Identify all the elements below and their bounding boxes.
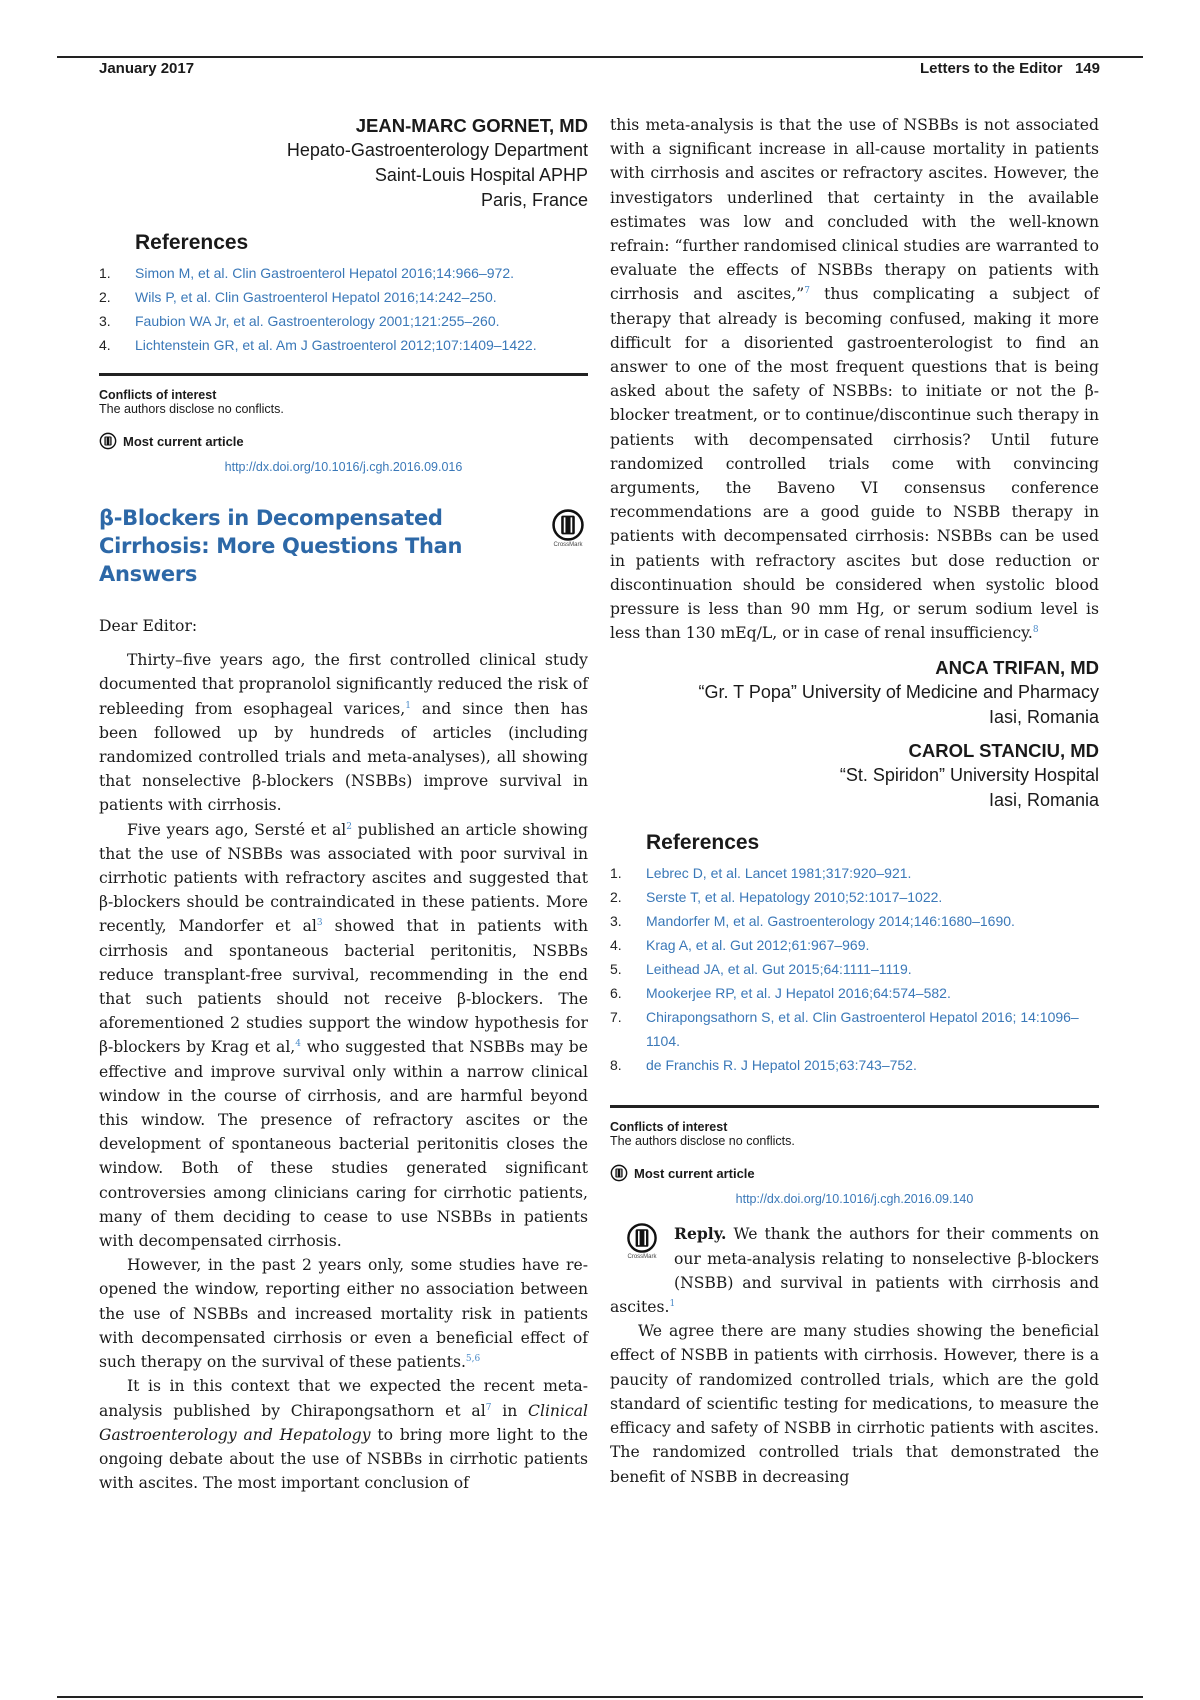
- header-section-page: Letters to the Editor 149: [919, 60, 1100, 77]
- reference-link[interactable]: Mandorfer M, et al. Gastroenterology 2014;146:1680–1690.: [646, 913, 1015, 930]
- reference-number: 5.: [610, 961, 622, 978]
- crossmark-icon: [626, 1222, 658, 1254]
- reference-number: 1.: [610, 865, 622, 882]
- signature-stanciu: [610, 738, 1099, 813]
- text-run: However, in the past 2 years only, some studies have re-opened the window, reporting either no association between the use of NSBBs and increased mortality risk in patients with decompensated cirrhosis or even a beneficial effect of such therapy on the survival of these patients.: [99, 1256, 588, 1372]
- reference-number: 1.: [99, 265, 111, 281]
- reference-link[interactable]: Simon M, et al. Clin Gastroenterol Hepatol 2016;14:966–972.: [135, 265, 515, 281]
- text-run: Thirty–five years ago, the first controlled clinical study documented that propranolol significantly reduced the risk of rebleeding from esophageal varices,: [99, 651, 588, 718]
- reference-link[interactable]: Lebrec D, et al. Lancet 1981;317:920–921.: [646, 865, 912, 882]
- body-paragraph: [99, 1253, 588, 1374]
- reference-link[interactable]: Lichtenstein GR, et al. Am J Gastroenterol 2012;107:1409–1422.: [135, 337, 537, 353]
- text-run: published an article showing that the use of NSBBs was associated with poor survival in cirrhotic patients with refractory ascites and suggested that β-blockers should be contraindicated in these patients. More recently, Mandorfer et al: [99, 820, 589, 936]
- text-run: We thank the authors for their comments on our meta-analysis relating to nonselective β-blockers (NSBB) and survival in patients with cirrhosis and ascites.: [610, 1225, 1099, 1317]
- footer-rule: [57, 1696, 1143, 1698]
- reference-item[interactable]: [99, 261, 588, 285]
- references-heading: References: [646, 831, 760, 855]
- reference-list: [99, 261, 588, 357]
- reference-item[interactable]: [610, 1005, 1099, 1053]
- conflicts-heading: Conflicts of interest: [99, 388, 217, 402]
- section-divider: [99, 373, 588, 376]
- reference-list: [610, 861, 1099, 1077]
- section-divider: [610, 1105, 1099, 1108]
- text-run: who suggested that NSBBs may be effective and improve survival only within a narrow clinical window in the course of cirrhosis, and are harmful beyond this window. The presence of refractory ascites or the development of spontaneous bacterial peritonitis closes the window. Both of these studies generated significant controversies among clinicians caring for cirrhotic patients, many of them deciding to cease to use NSBBs in patients with decompensated cirrhosis.: [99, 1038, 588, 1251]
- header-date: January 2017: [99, 60, 195, 77]
- reference-link[interactable]: Serste T, et al. Hepatology 2010;52:1017–1022.: [646, 889, 943, 906]
- author-affiliation: Paris, France: [480, 190, 588, 210]
- reference-link[interactable]: Mookerjee RP, et al. J Hepatol 2016;64:574–582.: [646, 985, 951, 1002]
- most-current-label: Most current article: [123, 433, 244, 449]
- crossmark-badge[interactable]: [550, 508, 586, 548]
- journal-name: Clinical Gastroenterology and Hepatology: [99, 1401, 588, 1444]
- header-rule: [57, 56, 1143, 58]
- conflicts-text: The authors disclose no conflicts.: [99, 402, 284, 416]
- body-paragraph: [610, 113, 1099, 645]
- reference-link[interactable]: de Franchis R. J Hepatol 2015;63:743–752.: [646, 1057, 917, 1074]
- left-column: [99, 113, 588, 1495]
- conflicts-text: The authors disclose no conflicts.: [610, 1134, 795, 1149]
- reference-item[interactable]: [610, 909, 1099, 933]
- reference-item[interactable]: [99, 285, 588, 309]
- text-run: Five years ago, Sersté et al: [127, 820, 347, 839]
- doi-link[interactable]: http://dx.doi.org/10.1016/j.cgh.2016.09.016: [224, 460, 463, 474]
- reference-link[interactable]: Krag A, et al. Gut 2012;61:967–969.: [646, 937, 870, 954]
- reply-block: [610, 1222, 1099, 1319]
- author-affiliation: Iasi, Romania: [988, 790, 1099, 811]
- author-name: ANCA TRIFAN, MD: [935, 657, 1099, 679]
- reference-link[interactable]: Faubion WA Jr, et al. Gastroenterology 2001;121:255–260.: [135, 313, 500, 329]
- reference-item[interactable]: [610, 933, 1099, 957]
- most-current-article: [99, 432, 588, 450]
- signature-trifan: [610, 655, 1099, 730]
- author-affiliation: Saint-Louis Hospital APHP: [374, 165, 588, 185]
- reference-number: 3.: [610, 913, 622, 930]
- reference-number: 6.: [610, 985, 622, 1002]
- reference-item[interactable]: [610, 981, 1099, 1005]
- reference-item[interactable]: [610, 861, 1099, 885]
- conflicts-heading: Conflicts of interest: [610, 1120, 728, 1135]
- author-affiliation: Hepato-Gastroenterology Department: [286, 140, 588, 160]
- letter-title: β-Blockers in Decompensated Cirrhosis: More Questions Than Answers: [99, 506, 463, 586]
- most-current-article: [610, 1164, 1099, 1182]
- crossmark-badge[interactable]: [610, 1222, 674, 1292]
- author-name: JEAN-MARC GORNET, MD: [355, 115, 588, 136]
- text-run: showed that in patients with cirrhosis and spontaneous bacterial peritonitis, NSBBs reduce transplant-free survival, recommending in the end that such patients should not receive β-blockers. The aforementioned 2 studies support the window hypothesis for β-blockers by Krag et al,: [99, 917, 588, 1057]
- reference-item[interactable]: [99, 309, 588, 333]
- text-run: thus complicating a subject of therapy that already is becoming confused, making it more difficult for a disoriented gastroenterologist to find an answer to one of the most frequent questions that is being asked about the safety of NSBBs: to initiate or not the β-blocker treatment, or to continue/discontinue such therapy in patients with decompensated cirrhosis? Until future randomized controlled trials come with convincing arguments, the Baveno VI consensus conference recommendations are a good guide to NSBB therapy in patients with decompensated cirrhosis: NSBBs can be used in patients with refractory ascites but dose reduction or discontinuation should be considered when systolic blood pressure is less than 90 mm Hg, or serum sodium level is less than 130 mEq/L, or in case of renal insufficiency.: [610, 285, 1099, 643]
- body-paragraph: [99, 818, 588, 1254]
- citation[interactable]: 8: [1032, 625, 1039, 636]
- crossmark-icon: [551, 508, 585, 542]
- text-run: and since then has been followed up by hundreds of articles (including randomized controlled trials and meta-analyses), all showing that nonselective β-blockers (NSBBs) improve survival in patients with cirrhosis.: [99, 699, 588, 815]
- text-run: in: [491, 1401, 529, 1420]
- citation[interactable]: 7: [804, 286, 810, 297]
- reference-number: 3.: [99, 313, 111, 329]
- references-heading: References: [135, 231, 249, 254]
- citation[interactable]: 4: [295, 1039, 301, 1050]
- reply-paragraph: [610, 1222, 1099, 1319]
- citation[interactable]: 3: [316, 918, 323, 929]
- reference-number: 2.: [610, 889, 622, 906]
- reference-item[interactable]: [610, 1053, 1099, 1077]
- reference-link[interactable]: Leithead JA, et al. Gut 2015;64:1111–1119.: [646, 961, 912, 978]
- citation[interactable]: 5,6: [465, 1354, 481, 1365]
- right-column: [610, 113, 1099, 1489]
- most-current-label: Most current article: [634, 1165, 755, 1181]
- author-name: CAROL STANCIU, MD: [908, 740, 1099, 762]
- body-paragraph: We agree there are many studies showing the beneficial effect of NSBB in patients with cirrhosis. However, there is a paucity of randomized controlled trials, which are the gold standard of scientific testing for medications, to measure the efficacy and safety of NSBB in cirrhotic patients with ascites. The randomized controlled trials that demonstrated the benefit of NSBB in decreasing: [610, 1322, 1099, 1486]
- most-current-icon: [610, 1164, 628, 1182]
- reference-link[interactable]: Wils P, et al. Clin Gastroenterol Hepatol 2016;14:242–250.: [135, 289, 497, 305]
- reference-link[interactable]: Chirapongsathorn S, et al. Clin Gastroenterol Hepatol 2016; 14:1096–1104.: [646, 1009, 1079, 1050]
- reference-number: 8.: [610, 1057, 622, 1074]
- citation[interactable]: 7: [485, 1402, 492, 1413]
- author-affiliation: “St. Spiridon” University Hospital: [839, 765, 1099, 786]
- signature-gornet: [99, 113, 588, 213]
- reference-number: 7.: [610, 1009, 622, 1026]
- reference-number: 4.: [99, 337, 111, 353]
- citation[interactable]: 1: [405, 700, 411, 711]
- reference-number: 2.: [99, 289, 111, 305]
- citation[interactable]: 2: [346, 821, 352, 832]
- reference-number: 4.: [610, 937, 622, 954]
- text-run: this meta-analysis is that the use of NSBBs is not associated with a significant increase in all-cause mortality in patients with cirrhosis and ascites or refractory ascites. However, the investigators underlined that certainty in the available estimates was low and concluded with the well-known refrain: “further randomised clinical studies are warranted to evaluate the effects of NSBBs therapy on patients with cirrhosis and ascites,”: [610, 116, 1099, 304]
- reference-item[interactable]: [99, 333, 588, 357]
- crossmark-label: CrossMark: [627, 1254, 657, 1261]
- text-run: It is in this context that we expected the recent meta-analysis published by Chirapongsathorn et al: [99, 1377, 588, 1420]
- crossmark-label: CrossMark: [553, 542, 583, 548]
- text-run: to bring more light to the ongoing debate about the use of NSBBs in cirrhotic patients with ascites. The most important conclusion of: [99, 1425, 588, 1493]
- citation[interactable]: 1: [669, 1299, 676, 1310]
- doi-link[interactable]: http://dx.doi.org/10.1016/j.cgh.2016.09.140: [735, 1192, 974, 1207]
- author-affiliation: Iasi, Romania: [988, 707, 1099, 728]
- letter-title-block: [99, 504, 588, 588]
- salutation: Dear Editor:: [99, 617, 198, 635]
- author-affiliation: “Gr. T Popa” University of Medicine and Pharmacy: [698, 682, 1099, 703]
- reference-item[interactable]: [610, 885, 1099, 909]
- most-current-icon: [99, 432, 117, 450]
- reply-label: Reply.: [674, 1224, 727, 1244]
- body-paragraph: [99, 1374, 588, 1495]
- body-paragraph: [99, 648, 588, 817]
- reference-item[interactable]: [610, 957, 1099, 981]
